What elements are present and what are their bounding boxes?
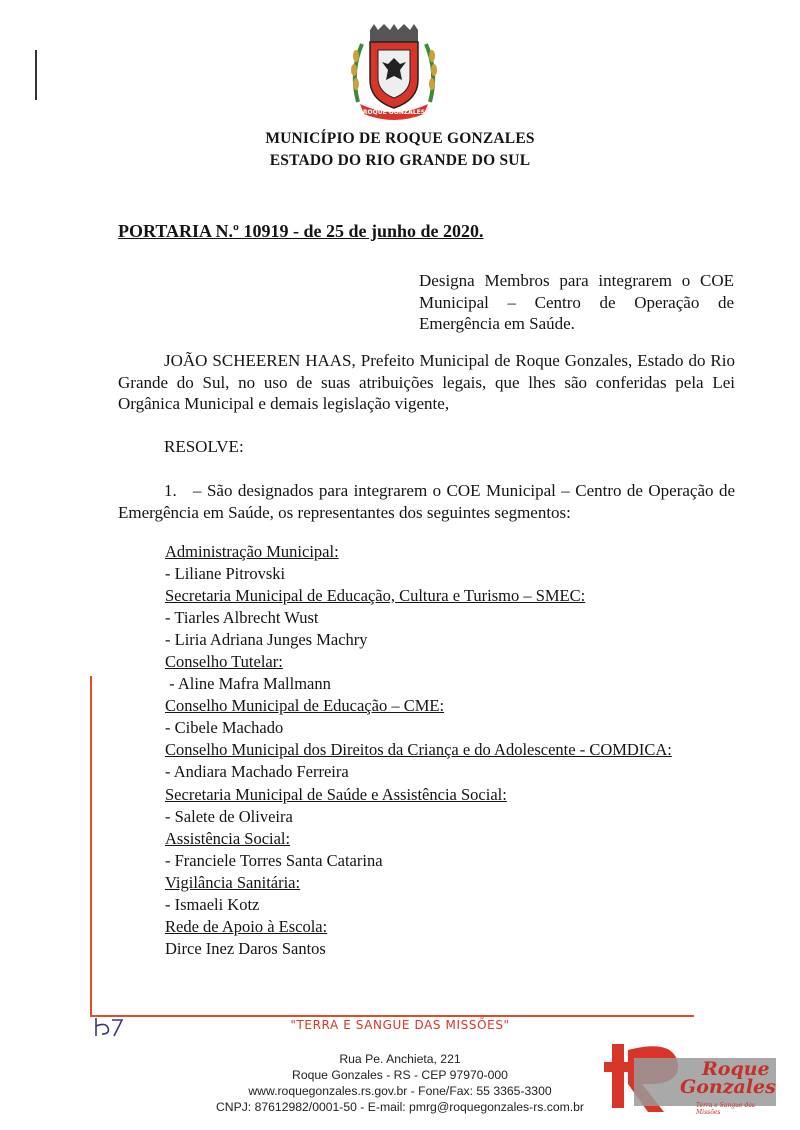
resolve-heading: RESOLVE: bbox=[164, 437, 244, 456]
margin-mark bbox=[35, 50, 37, 100]
footer-city: Roque Gonzales - RS - CEP 97970-000 bbox=[292, 1068, 508, 1082]
roque-gonzales-logo bbox=[604, 1038, 776, 1118]
segment-member: - Aline Mafra Mallmann bbox=[165, 674, 331, 694]
segment-member: - Franciele Torres Santa Catarina bbox=[165, 850, 383, 870]
segment-heading: Assistência Social: bbox=[165, 828, 291, 848]
header-municipality: MUNICÍPIO DE ROQUE GONZALES bbox=[265, 130, 535, 147]
segment-heading: Conselho Municipal de Educação – CME: bbox=[165, 696, 445, 716]
footer-slogan: "TERRA E SANGUE DAS MISSÕES" bbox=[290, 1018, 510, 1032]
page-border-horizontal bbox=[90, 1015, 694, 1017]
header-state: ESTADO DO RIO GRANDE DO SUL bbox=[269, 152, 531, 169]
segment-heading: Administração Municipal: bbox=[165, 542, 339, 561]
logo-text-roque: Roque bbox=[702, 1058, 770, 1080]
segment-heading: Secretaria Municipal de Saúde e Assistência Social: bbox=[165, 784, 507, 804]
ementa: Designa Membros para integrarem o COE Municipal – Centro de Operação de Emergência em Saúde. bbox=[419, 271, 734, 333]
footer-website-phone: www.roquegonzales.rs.gov.br - Fone/Fax: 55 3365-3300 bbox=[248, 1084, 552, 1098]
segment-heading: Conselho Tutelar: bbox=[165, 652, 283, 672]
segment-heading: Secretaria Municipal de Educação, Cultura e Turismo – SMEC: bbox=[165, 586, 586, 606]
segment-heading: Vigilância Sanitária: bbox=[165, 872, 301, 892]
segment-member: - Ismaeli Kotz bbox=[165, 894, 260, 914]
crest-banner-text: ROQUE GONZALES bbox=[362, 109, 426, 116]
segment-member: - Salete de Oliveira bbox=[165, 806, 293, 826]
segment-heading: Rede de Apoio à Escola: bbox=[165, 916, 328, 936]
preamble-paragraph: JOÃO SCHEEREN HAAS, Prefeito Municipal de Roque Gonzales, Estado do Rio Grande do Sul, no uso de suas atribuições legais, que lhes são conferidas pela Lei Orgânica Municipal e demais legislação vigente, bbox=[118, 351, 735, 413]
segment-member: - Liliane Pitrovski bbox=[165, 564, 286, 584]
segment-member: - Andiara Machado Ferreira bbox=[165, 762, 349, 782]
footer-address: Rua Pe. Anchieta, 221 bbox=[339, 1052, 461, 1066]
footer-cnpj-email: CNPJ: 87612982/0001-50 - E-mail: pmrg@roquegonzales-rs.com.br bbox=[215, 1100, 584, 1114]
municipal-crest-icon bbox=[344, 22, 444, 120]
logo-text-gonzales: Gonzales bbox=[680, 1076, 776, 1098]
logo-tagline: Terra e Sangue das Missões bbox=[696, 1102, 755, 1116]
segment-member: Dirce Inez Daros Santos bbox=[165, 938, 326, 958]
segment-member: - Cibele Machado bbox=[165, 718, 284, 738]
segment-heading: Conselho Municipal dos Direitos da Criança e do Adolescente - COMDICA: bbox=[165, 740, 672, 760]
segment-member: - Liria Adriana Junges Machry bbox=[165, 630, 368, 650]
segments-list bbox=[165, 541, 672, 960]
segment-member: - Tiarles Albrecht Wust bbox=[165, 608, 319, 628]
page-border-vertical bbox=[90, 676, 92, 1016]
document-title: PORTARIA N.º 10919 - de 25 de junho de 2020. bbox=[118, 221, 484, 241]
article-1: 1. – São designados para integrarem o COE Municipal – Centro de Operação de Emergência em Saúde, os representantes dos seguintes segmentos: bbox=[118, 481, 740, 522]
